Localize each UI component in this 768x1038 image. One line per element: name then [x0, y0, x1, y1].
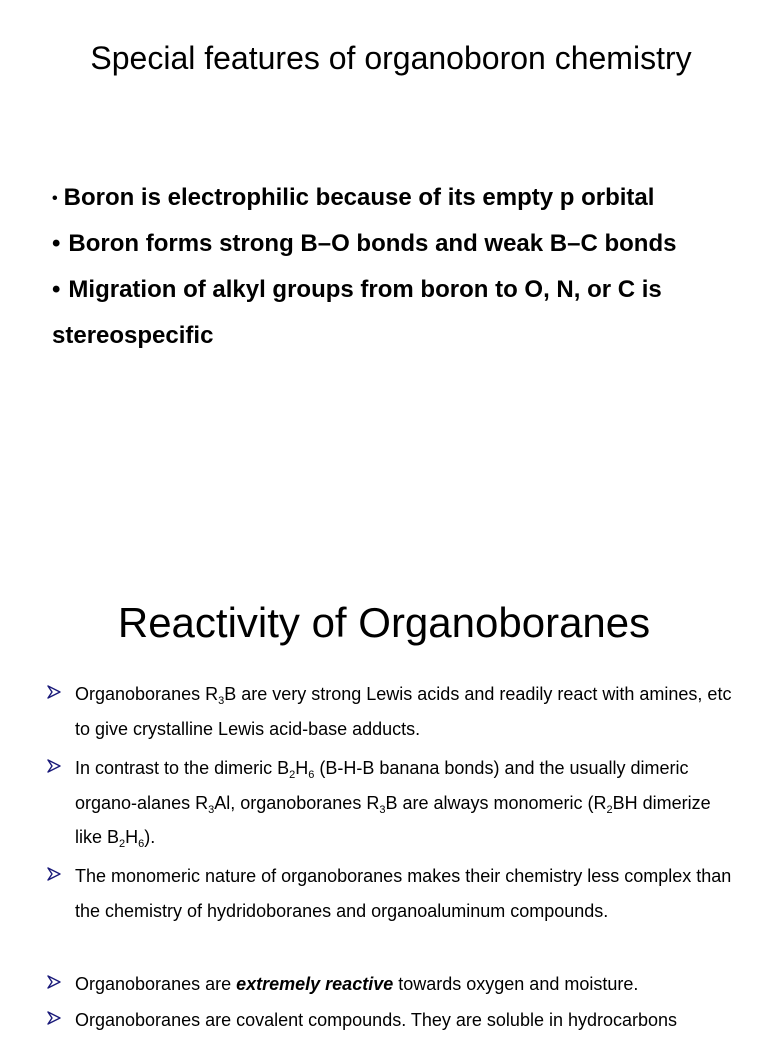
bullet-text: Organoboranes are covalent compounds. They are soluble in hydrocarbons [75, 1010, 678, 1030]
bullet-text: Organoboranes $R_3B$ are very strong Lewis acids and readily react with amines, etc to give crystalline Lewis acid-base adducts. [75, 684, 732, 739]
bullet-text: The monomeric nature of organoboranes makes their chemistry less complex than the chemistry of hydridoboranes and organoaluminum compounds. [75, 866, 732, 921]
feature-point-migration [52, 275, 662, 305]
bullet-covalent-compounds [46, 1003, 768, 1038]
bullet-extremely-reactive [46, 967, 736, 1002]
slide-title-reactivity: Reactivity of Organoboranes [117, 599, 651, 646]
feature-point-bonds [52, 229, 676, 259]
bullet-text: Organoboranes are extremely reactive towards oxygen and moisture. [75, 974, 639, 994]
feature-point-migration-continued [52, 321, 213, 351]
feature-text: Migration of alkyl groups from boron to O, N, or C is [68, 276, 662, 303]
feature-text: Boron is electrophilic because of its empty p orbital [63, 184, 655, 211]
feature-text: Boron forms strong B–O bonds and weak B–C bonds [68, 230, 677, 257]
slide-title-organoboron-features: Special features of organoboron chemistry [90, 40, 692, 76]
emphasis-text: extremely reactive [236, 974, 394, 994]
arrowhead-bullet-icon [46, 1011, 62, 1025]
bullet-dot: • [52, 230, 61, 257]
bullet-lewis-acids [46, 677, 736, 746]
bullet-text: In contrast to the dimeric $B_2H_6$ (B-H-B banana bonds) and the usually dimeric organo-alanes $R_3Al$, organoboranes $R_3B$ are always monomeric ($R_2BH$ dimerize like $B_2H_6$). [75, 758, 711, 850]
bullet-dot: • [52, 190, 58, 207]
arrowhead-bullet-icon [46, 867, 62, 881]
feature-text: stereospecific [52, 322, 214, 349]
feature-point-electrophilic [52, 183, 654, 214]
arrowhead-bullet-icon [46, 685, 62, 699]
bullet-monomeric-nature [46, 859, 736, 928]
bullet-monomeric-comparison [46, 751, 736, 855]
bullet-dot: • [52, 276, 61, 303]
arrowhead-bullet-icon [46, 759, 62, 773]
arrowhead-bullet-icon [46, 975, 62, 989]
